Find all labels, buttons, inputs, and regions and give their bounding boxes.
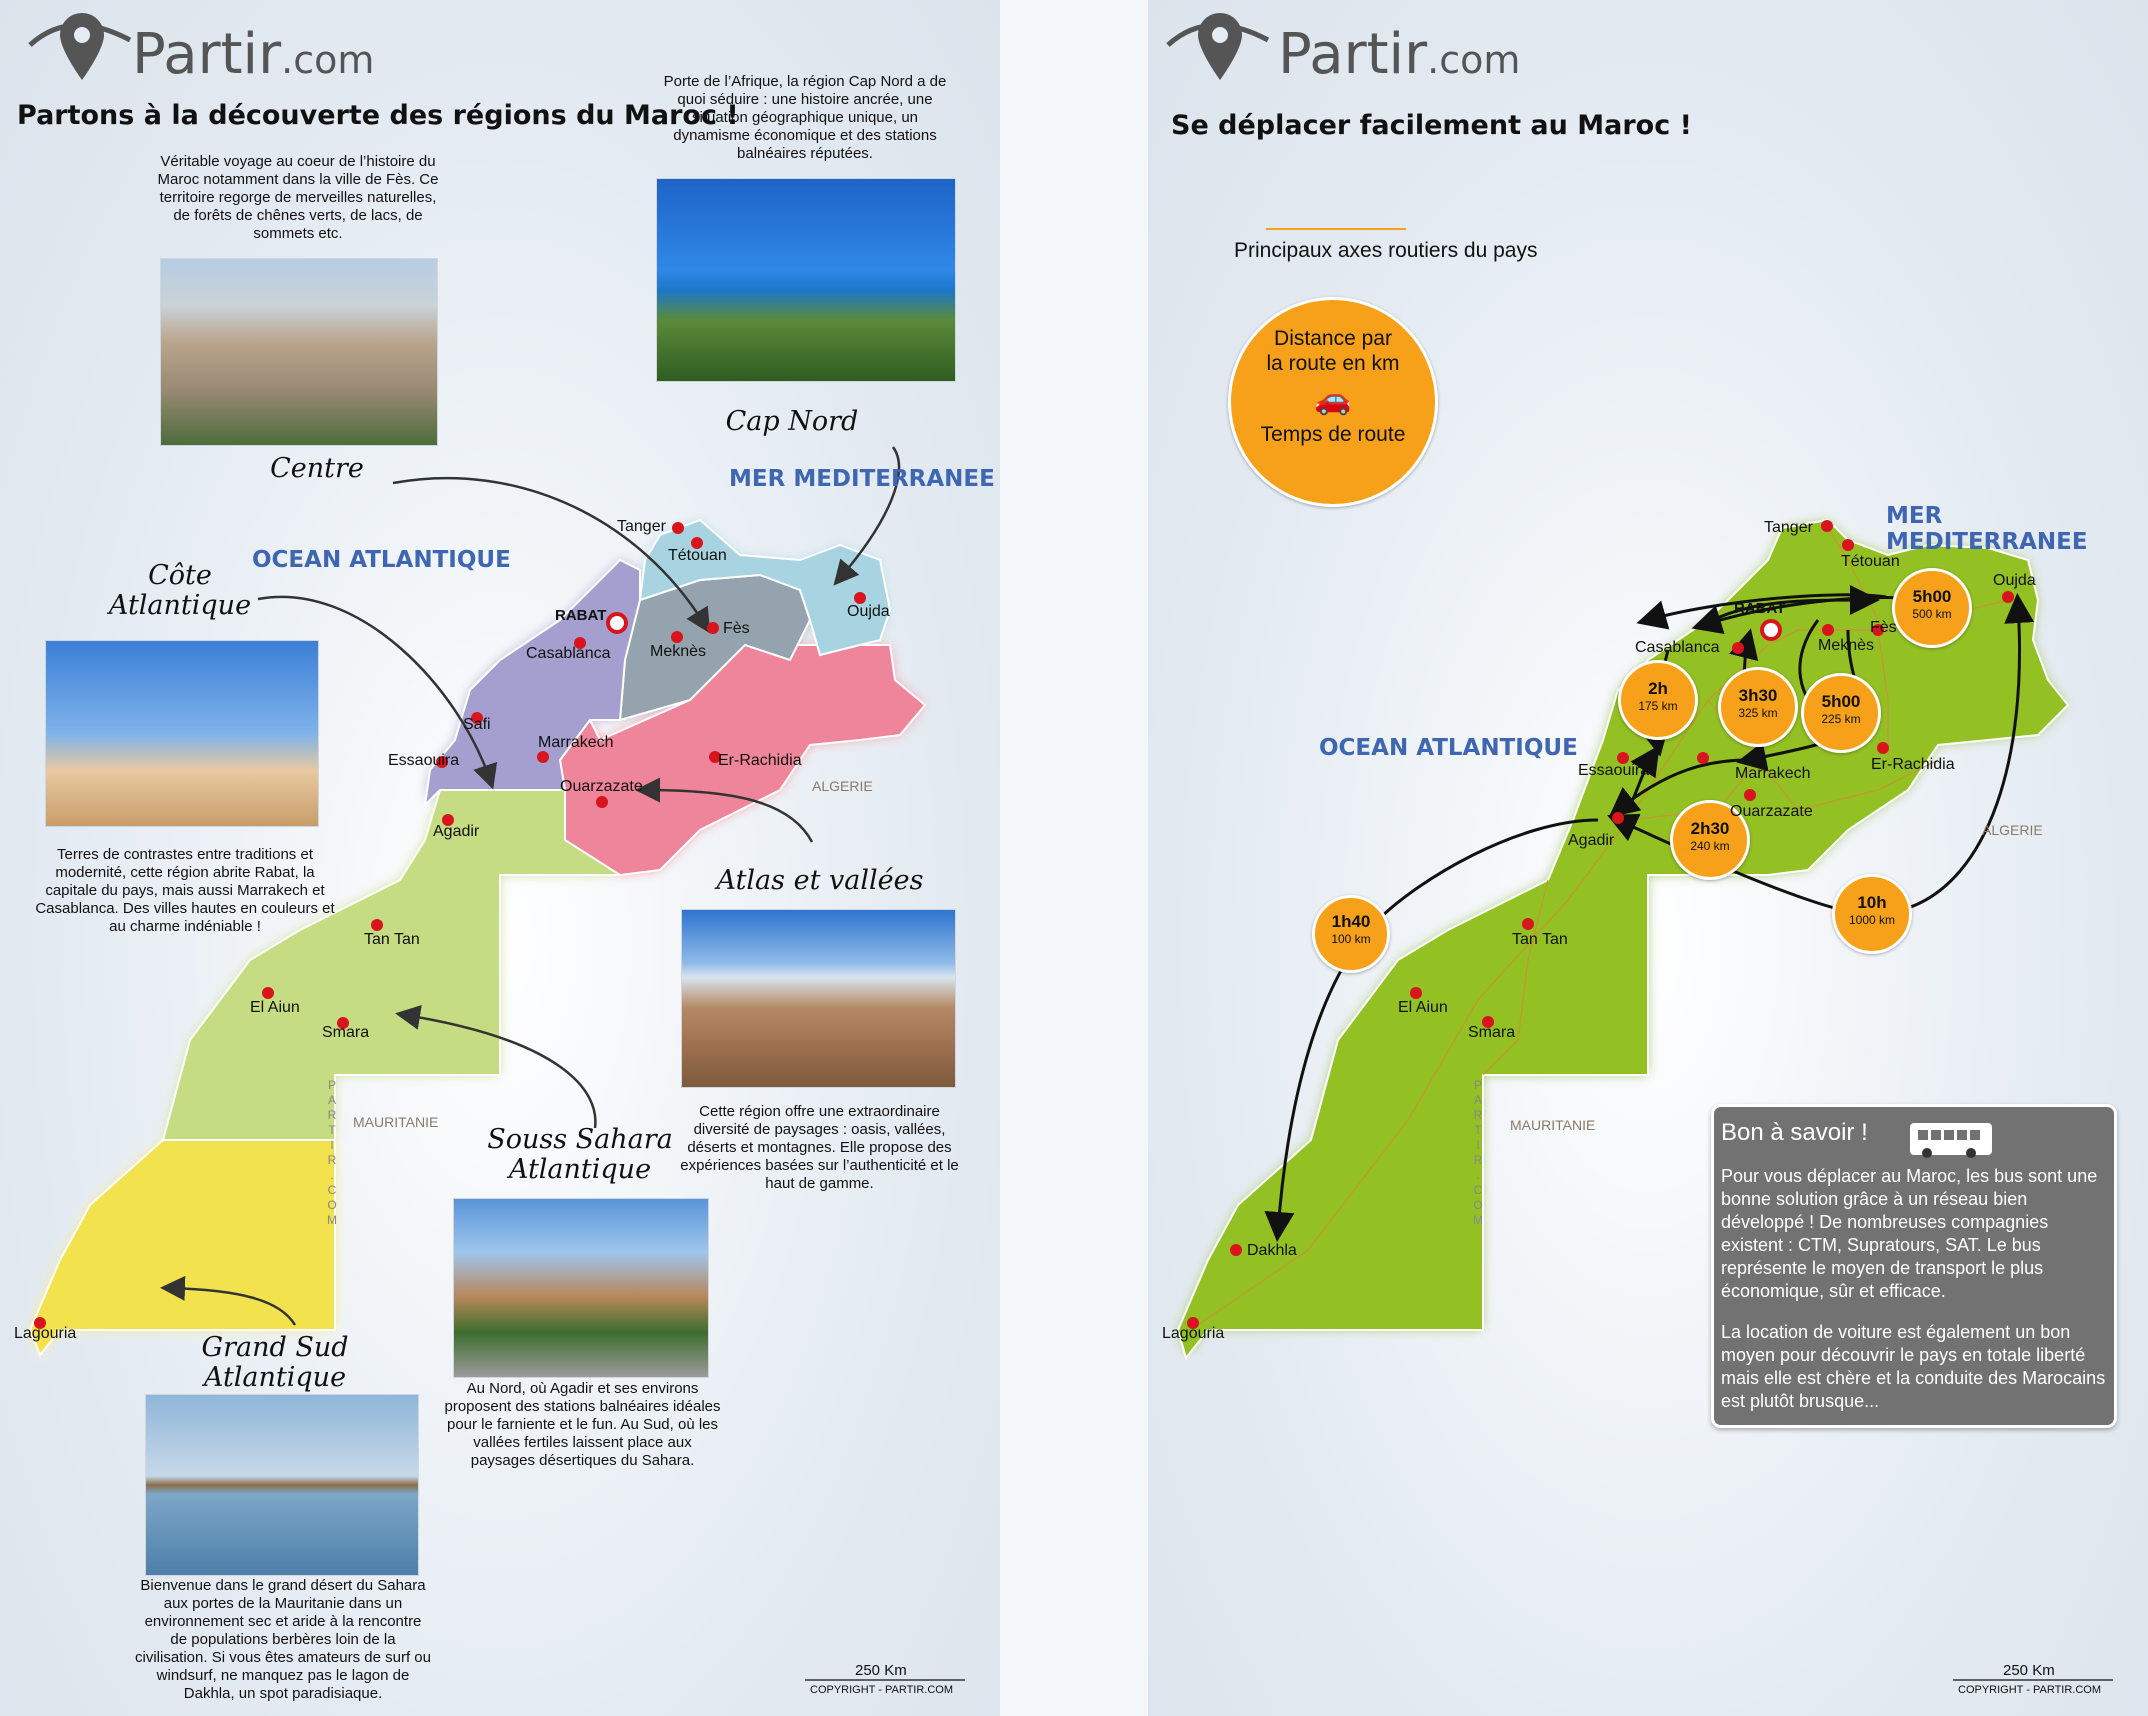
page-title-2: Se déplacer facilement au Maroc ! (1171, 110, 1692, 141)
partir-logo-icon (30, 13, 130, 80)
city-tantan-2: Tan Tan (1512, 931, 1568, 948)
label-centre: Centre (270, 453, 364, 484)
city-elaiun-2: El Aiun (1398, 999, 1448, 1016)
city-lagouria-2: Lagouria (1162, 1325, 1225, 1342)
dakhla-photo (145, 1394, 419, 1576)
label-cote-1: Côte (148, 560, 212, 591)
car-icon: 🚗 (1314, 383, 1352, 416)
city-dakhla-2: Dakhla (1247, 1242, 1297, 1259)
atlas-photo (681, 909, 956, 1088)
label-souss-2: Atlantique (508, 1154, 652, 1185)
city-errachidia: Er-Rachidia (718, 752, 802, 769)
route-badge-fes-marrakech: 5h00 225 km (1801, 673, 1881, 753)
route-badge-essaouira: 2h 175 km (1618, 660, 1698, 740)
city-essaouira: Essaouira (388, 752, 460, 769)
city-errachidia-2: Er-Rachidia (1871, 756, 1955, 773)
city-tetouan: Tétouan (668, 547, 727, 564)
mauritanie-label: MAURITANIE (353, 1114, 439, 1130)
mauritanie-label-2: MAURITANIE (1510, 1117, 1596, 1133)
casablanca-photo (45, 640, 319, 827)
ocean-label-2: OCEAN ATLANTIQUE (1319, 735, 1578, 761)
route-badge-long: 10h 1000 km (1832, 874, 1912, 954)
city-casablanca-2: Casablanca (1635, 639, 1720, 656)
label-cote-2: Atlantique (108, 590, 252, 621)
info-box (1711, 1104, 2117, 1428)
legend-axes: Principaux axes routiers du pays (1234, 239, 1538, 262)
city-essaouira-2: Essaouira (1578, 762, 1650, 779)
grand-sud-text: Bienvenue dans le grand désert du Sahara aux portes de la Mauritanie dans un environnement sec et aride à la rencontre de populations berbères loin de la civilisation. Si vous êtes amateurs de surf ou windsurf, ne manquez pas le lagon de Dakhla, un spot paradisiaque. (135, 1577, 431, 1702)
algerie-label-2: ALGERIE (1982, 822, 2043, 838)
logo-text[interactable]: Partir.com (132, 22, 375, 87)
city-tantan: Tan Tan (364, 931, 420, 948)
route-badge-casa-marrakech: 3h30 325 km (1718, 667, 1798, 747)
region-souss (163, 790, 620, 1140)
centre-text: Véritable voyage au coeur de l’histoire du Maroc notamment dans la ville de Fès. Ce territoire regorge de merveilles naturelles, de forêts de chênes verts, de lacs, de sommets etc. (157, 153, 439, 242)
route-badge-agadir: 2h30 240 km (1670, 800, 1750, 880)
regions-panel (0, 0, 1000, 1716)
label-atlas: Atlas et vallées (716, 865, 924, 896)
city-oujda-2: Oujda (1993, 572, 2036, 589)
region-grand-sud (30, 1140, 335, 1355)
sea-label: MER MEDITERRANEE (729, 466, 995, 492)
city-lagouria: Lagouria (14, 1325, 77, 1342)
city-elaiun: El Aiun (250, 999, 300, 1016)
city-tetouan-2: Tétouan (1841, 553, 1900, 570)
city-marrakech-2: Marrakech (1735, 765, 1811, 782)
city-agadir-2: Agadir (1568, 832, 1615, 849)
label-cap-nord: Cap Nord (725, 406, 859, 437)
sea-label-2: MER MEDITERRANEE (1886, 503, 2088, 555)
label-grand-sud-1: Grand Sud (201, 1332, 349, 1363)
capital-marker-2 (1762, 621, 1780, 639)
atlas-text: Cette région offre une extraordinaire diversité de paysages : oasis, vallées, déserts et montagnes. Elle propose des expériences basées sur l’authenticité et le haut de gamme. (680, 1103, 959, 1192)
algerie-label: ALGERIE (812, 778, 873, 794)
city-marrakech: Marrakech (538, 734, 614, 751)
city-fes-2: Fès (1870, 619, 1897, 636)
partir-logo-icon-2 (1168, 13, 1268, 80)
info-paragraph-1: Pour vous déplacer au Maroc, les bus sont une bonne solution grâce à un réseau bien développé ! De nombreuses compagnies existent : CTM, Supratours, SAT. Le bus représente le moyen de transport le plus économique, sûr et efficace. (1721, 1166, 2098, 1301)
logo-text-2[interactable]: Partir.com (1278, 22, 1521, 87)
page-title: Partons à la découverte des régions du Maroc ! (17, 100, 739, 131)
info-title: Bon à savoir ! (1721, 1119, 1868, 1146)
ocean-label: OCEAN ATLANTIQUE (252, 547, 511, 573)
city-smara-2: Smara (1468, 1024, 1516, 1041)
label-souss-1: Souss Sahara (487, 1124, 673, 1155)
route-badge-oujda: 5h00 500 km (1892, 568, 1972, 648)
souss-text: Au Nord, où Agadir et ses environs proposent des stations balnéaires idéales pour le farniente et le fun. Au Sud, où les vallées fertiles laissent place aux paysages désertiques du Sahara. (444, 1380, 721, 1469)
fes-photo (160, 258, 438, 446)
cap-nord-photo (656, 178, 956, 382)
city-tanger-2: Tanger (1764, 519, 1813, 536)
city-meknes-2: Meknès (1818, 637, 1875, 654)
route-badge-flight: 1h40 100 km (1312, 895, 1390, 973)
legend-badge: Distance par la route en km 🚗 Temps de route (1228, 297, 1438, 507)
city-safi: Safi (463, 716, 491, 733)
scale-label-2: 250 Km (2003, 1662, 2055, 1679)
capital-marker (608, 614, 626, 632)
city-agadir: Agadir (433, 823, 480, 840)
agadir-photo (453, 1198, 709, 1378)
vertical-watermark: P A R T I R . C O M (327, 1078, 337, 1227)
city-tanger: Tanger (617, 518, 666, 535)
cote-text: Terres de contrastes entre traditions et modernité, cette région abrite Rabat, la capitale du pays, mais aussi Marrakech et Casablanca. Des villes hautes en couleurs et au charme indéniable ! (35, 846, 335, 935)
city-meknes: Meknès (650, 643, 707, 660)
cap-nord-text: Porte de l’Afrique, la région Cap Nord a de quoi séduire : une histoire ancrée, une situation géographique unique, un dynamisme économique et des stations balnéaires réputées. (663, 73, 947, 162)
capital-label: RABAT (555, 607, 607, 624)
capital-label-2: RABAT (1734, 600, 1786, 617)
scale-label: 250 Km (855, 1662, 907, 1679)
city-smara: Smara (322, 1024, 370, 1041)
city-fes: Fès (723, 620, 750, 637)
city-ouarzazate-2: Ouarzazate (1730, 803, 1813, 820)
label-grand-sud-2: Atlantique (203, 1362, 347, 1393)
copyright: COPYRIGHT - PARTIR.COM (810, 1684, 954, 1696)
bus-icon (1910, 1123, 1992, 1155)
city-ouarzazate: Ouarzazate (560, 778, 643, 795)
city-oujda: Oujda (847, 603, 890, 620)
info-paragraph-2: La location de voiture est également un bon moyen pour découvrir le pays en totale liberté mais elle est chère et la conduite des Marocains est plutôt brusque... (1721, 1322, 2106, 1411)
copyright-2: COPYRIGHT - PARTIR.COM (1958, 1684, 2102, 1696)
transport-panel (1148, 0, 2148, 1716)
city-casablanca: Casablanca (526, 645, 611, 662)
vertical-watermark-2: P A R T I R . C O M (1473, 1078, 1483, 1227)
